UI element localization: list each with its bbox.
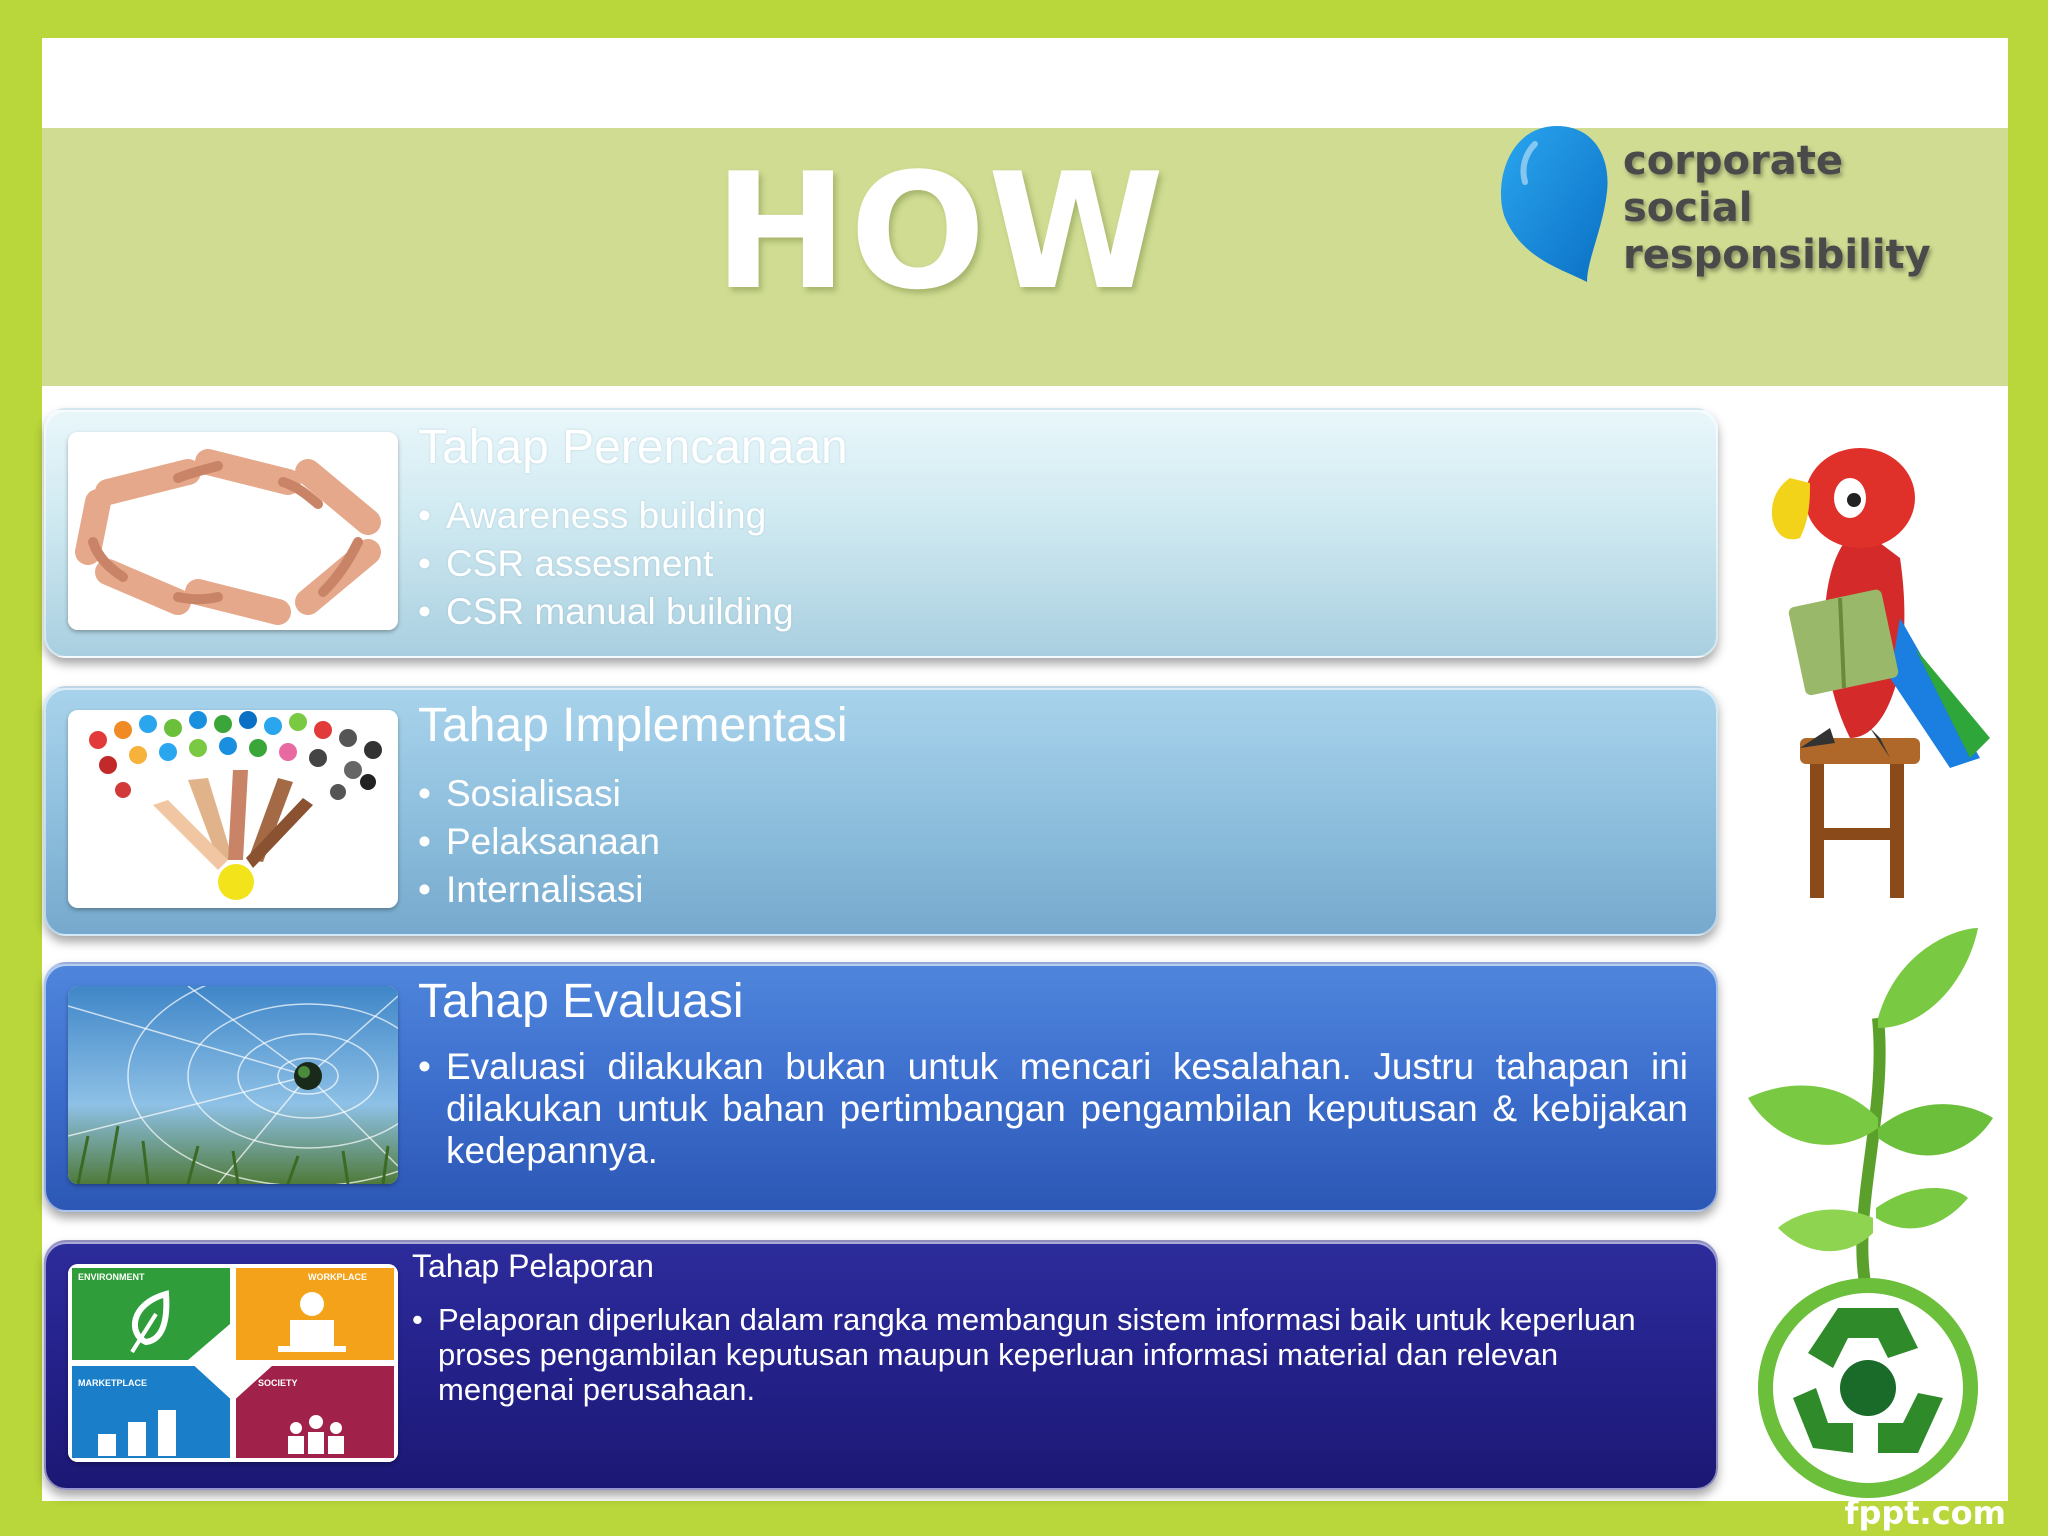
quadrant-label-workplace: WORKPLACE	[308, 1272, 367, 1282]
quadrant-label-environment: ENVIRONMENT	[78, 1272, 145, 1282]
hands-circle-photo-icon	[68, 432, 398, 630]
list-item: • Evaluasi dilakukan bukan untuk mencari kesalahan. Justru tahapan ini dilakukan untuk bahan pertimbangan pengambilan keputusan & kebijakan kedepannya.	[418, 1046, 1688, 1172]
stage-list	[418, 770, 1688, 914]
list-item: • Pelaksanaan	[418, 818, 1688, 866]
list-item: • CSR manual building	[418, 588, 1688, 636]
stage-title: Tahap Pelaporan	[412, 1248, 654, 1284]
logo-line-3: responsibility	[1623, 232, 1931, 278]
parrot-reading-icon	[1740, 438, 2000, 938]
stage-panel-evaluasi	[44, 962, 1718, 1212]
tree-of-hands-image-icon	[68, 710, 398, 908]
quadrant-label-marketplace: MARKETPLACE	[78, 1378, 147, 1388]
stage-title: Tahap Evaluasi	[418, 975, 744, 1028]
slide-title: HOW	[713, 138, 1167, 325]
stage-list	[418, 492, 1688, 636]
sprout-recycle-icon	[1728, 918, 2008, 1518]
stage-panel-perencanaan	[44, 408, 1718, 658]
spider-web-globe-photo-icon	[68, 986, 398, 1184]
logo-line-1: corporate	[1623, 138, 1843, 184]
list-item: • Internalisasi	[418, 866, 1688, 914]
list-item: • Sosialisasi	[418, 770, 1688, 818]
footer-brand: fppt.com	[1844, 1494, 2006, 1532]
stage-panel-implementasi	[44, 686, 1718, 936]
list-item: • Pelaporan diperlukan dalam rangka membangun sistem informasi baik untuk keperluan proses pengambilan keputusan maupun keperluan informasi material dan relevan mengenai perusahaan.	[412, 1302, 1692, 1407]
list-item: • Awareness building	[418, 492, 1688, 540]
stage-panel-pelaporan	[44, 1240, 1718, 1490]
stage-list	[412, 1302, 1692, 1407]
stage-title: Tahap Perencanaan	[418, 421, 848, 474]
stage-list	[418, 1046, 1688, 1172]
logo-line-2: social	[1623, 185, 1753, 231]
csr-quadrant-icon	[68, 1264, 398, 1462]
stage-title: Tahap Implementasi	[418, 699, 848, 752]
list-item: • CSR assesment	[418, 540, 1688, 588]
quadrant-label-society: SOCIETY	[258, 1378, 298, 1388]
